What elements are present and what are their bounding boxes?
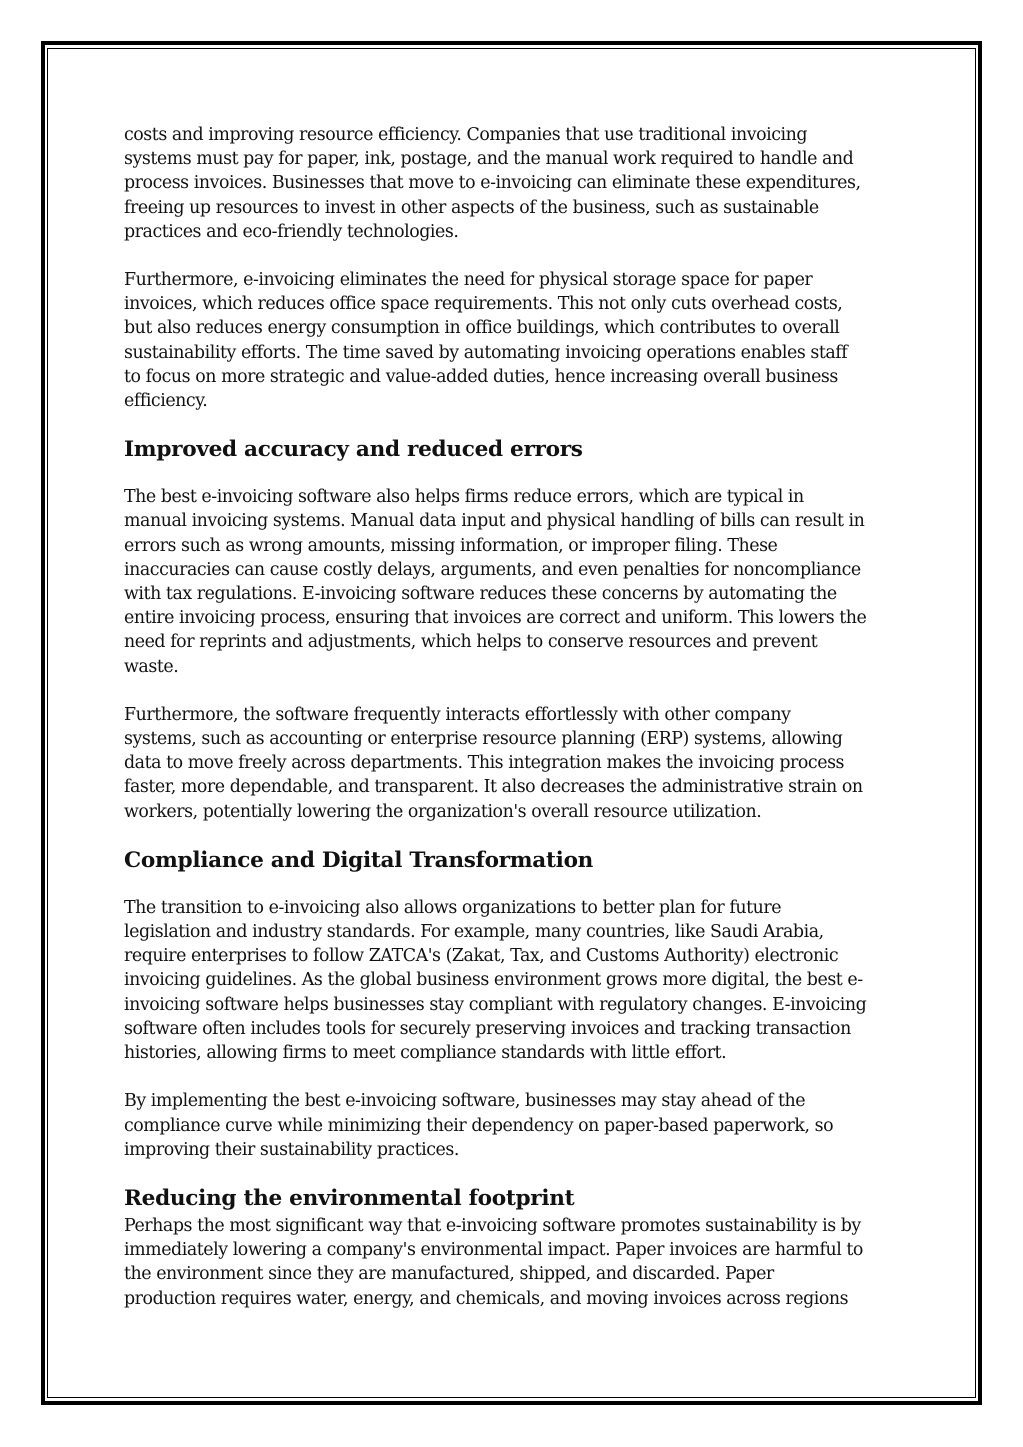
text-line: efficiency. — [124, 391, 208, 412]
paragraph-reduce-errors — [124, 485, 914, 679]
text-line: entire invoicing process, ensuring that invoices are correct and uniform. This lowers the — [124, 608, 867, 629]
text-line: with tax regulations. E-invoicing software reduces these concerns by automating the — [124, 584, 837, 605]
text-line: compliance curve while minimizing their dependency on paper-based paperwork, so — [124, 1115, 834, 1136]
text-line: errors such as wrong amounts, missing information, or improper filing. These — [124, 535, 778, 556]
text-line: invoicing guidelines. As the global business environment grows more digital, the best e- — [124, 970, 863, 991]
text-line: histories, allowing firms to meet compliance standards with little effort. — [124, 1043, 727, 1064]
document-body — [124, 123, 914, 1311]
text-line: faster, more dependable, and transparent. It also decreases the administrative strain on — [124, 777, 863, 798]
text-line: inaccuracies can cause costly delays, arguments, and even penalties for noncompliance — [124, 559, 861, 580]
paragraph-transition — [124, 896, 914, 1065]
paragraph-storage-space — [124, 268, 914, 413]
text-line: need for reprints and adjustments, which helps to conserve resources and prevent — [124, 632, 818, 653]
text-line: Furthermore, e-invoicing eliminates the need for physical storage space for paper — [124, 270, 813, 291]
text-line: By implementing the best e-invoicing software, businesses may stay ahead of the — [124, 1091, 806, 1112]
text-line: practices and eco-friendly technologies. — [124, 221, 459, 242]
heading-improved-accuracy: Improved accuracy and reduced errors — [124, 437, 583, 463]
text-line: the environment since they are manufactured, shipped, and discarded. Paper — [124, 1264, 774, 1285]
text-line: improving their sustainability practices. — [124, 1139, 459, 1160]
text-line: legislation and industry standards. For example, many countries, like Saudi Arabia, — [124, 922, 824, 943]
text-line: Perhaps the most significant way that e-invoicing software promotes sustainability is by — [124, 1215, 861, 1236]
paragraph-implementing — [124, 1089, 914, 1162]
text-line: immediately lowering a company's environmental impact. Paper invoices are harmful to — [124, 1240, 863, 1261]
text-line: process invoices. Businesses that move to e-invoicing can eliminate these expenditures, — [124, 173, 861, 194]
text-line: data to move freely across departments. This integration makes the invoicing process — [124, 753, 845, 774]
text-line: manual invoicing systems. Manual data input and physical handling of bills can result in — [124, 511, 865, 532]
text-line: The transition to e-invoicing also allows organizations to better plan for future — [124, 897, 782, 918]
text-line: waste. — [124, 656, 179, 677]
paragraph-integration — [124, 703, 914, 824]
text-line: to focus on more strategic and value-added duties, hence increasing overall business — [124, 366, 838, 387]
paragraph-environmental-impact — [124, 1214, 914, 1311]
text-line: Furthermore, the software frequently interacts effortlessly with other company — [124, 704, 791, 725]
heading-environmental-footprint: Reducing the environmental footprint — [124, 1185, 575, 1211]
text-line: invoices, which reduces office space requirements. This not only cuts overhead costs, — [124, 294, 843, 315]
text-line: sustainability efforts. The time saved by automating invoicing operations enables staff — [124, 342, 848, 363]
text-line: require enterprises to follow ZATCA's (Zakat, Tax, and Customs Authority) electronic — [124, 946, 839, 967]
text-line: software often includes tools for securely preserving invoices and tracking transaction — [124, 1018, 851, 1039]
text-line: The best e-invoicing software also helps firms reduce errors, which are typical in — [124, 487, 804, 508]
paragraph-cost-efficiency — [124, 123, 914, 244]
text-line: but also reduces energy consumption in office buildings, which contributes to overall — [124, 318, 840, 339]
text-line: systems must pay for paper, ink, postage, and the manual work required to handle and — [124, 149, 854, 170]
text-line: workers, potentially lowering the organization's overall resource utilization. — [124, 801, 762, 822]
text-line: invoicing software helps businesses stay compliant with regulatory changes. E-invoicing — [124, 994, 867, 1015]
text-line: freeing up resources to invest in other aspects of the business, such as sustainable — [124, 197, 819, 218]
text-line: systems, such as accounting or enterprise resource planning (ERP) systems, allowing — [124, 729, 843, 750]
text-line: production requires water, energy, and chemicals, and moving invoices across regions — [124, 1288, 849, 1309]
text-line: costs and improving resource efficiency. Companies that use traditional invoicing — [124, 125, 808, 145]
heading-compliance: Compliance and Digital Transformation — [124, 847, 594, 873]
